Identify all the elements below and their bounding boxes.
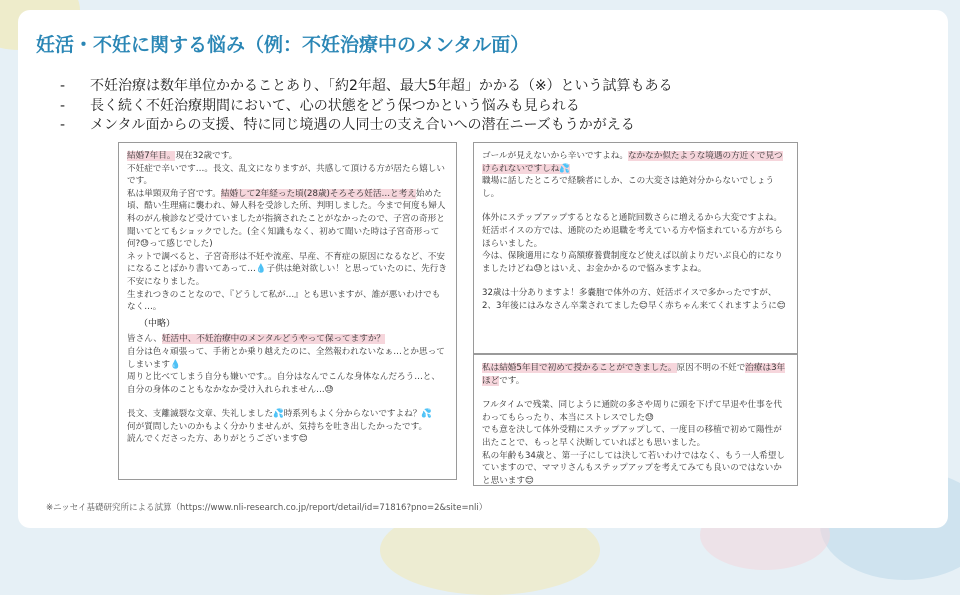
highlight: 結婚7年目。 [127, 151, 176, 161]
post-text: です。 [499, 375, 525, 386]
source-footnote: ※ニッセイ基礎研究所による試算（https://www.nli-research.co.jp/report/detail/id=71816?pno=2&site=nli） [46, 503, 488, 513]
highlight: 妊活中、不妊治療中のメンタルどうやって保ってますか？ [161, 334, 386, 345]
bullet-marker: - [60, 97, 66, 114]
bullet-item [60, 77, 673, 97]
post-text: 始めた頃、酷い生理痛に襲われ、婦人科を受診した所、判明しました。今まで何度も婦人科のがん検診など受けていましたが指摘されたことがなかったので、子宮の奇形と聞いてとてもショックでした。(全く知識もなく、初めて聞いた時は子宮奇形って何?😓って感じでした) ネットで調べると、子宮奇形は不妊や流産、早産、不育症の原因になるなど、不安になることばかり書いてあって…💧子供は絶対欲しい！と思っていたのに、先行き不安になりました。 生まれつきのことなので、『どうして私が…』とも思いますが、誰が悪いわけでもなく…。 [127, 188, 447, 313]
post-paragraph [482, 150, 789, 200]
post-paragraph [127, 150, 448, 314]
bullet-item [60, 97, 673, 117]
post-card-left [118, 142, 457, 480]
bullet-marker: - [60, 117, 66, 133]
post-text: 原因不明の不妊で [676, 363, 746, 373]
highlight: 結婚して2年経った頃(28歳)そろそろ妊活…と考え [220, 188, 416, 199]
post-text: 皆さん、 [127, 334, 162, 345]
bullet-text: 長く続く不妊治療期間において、心の状態をどう保つかという悩みも見られる [90, 97, 580, 114]
slide-title: 妊活・不妊に関する悩み（例：不妊治療中のメンタル面） [36, 34, 530, 56]
post-text: 自分は色々頑張って、手術とか乗り越えたのに、全然報われないなぁ…とか思ってしまいます💧 周りと比べてしまう自分も嫌いです。。自分はなんでこんな身体なんだろう…と、自分の身体のこともなかなか受け入れられません…😓 [127, 346, 445, 395]
post-card-right-top [473, 142, 798, 354]
post-paragraph: 体外にステップアップするとなると通院回数さらに増えるから大変ですよね。妊活ポイスの方では、通院のため退職を考えている方や悩まれている方がちらほらいました。 今は、保険適用になり高額療養費制度など使えば以前よりだいぶ良心的になりましたけどね😓とはいえ、お金かかるので悩みますよね。 [482, 213, 783, 274]
post-text: 職場に話したところで経験者にしか、この大変さは絶対分からないでしょうし。 [482, 176, 775, 199]
bullet-marker: - [60, 78, 66, 94]
bullet-list [60, 77, 673, 136]
post-paragraph: 32歳は十分ありますよ！多嚢胞で体外の方、妊活ポイスで多かったですが、2、3年後にはみなさん卒業されてました😊早く赤ちゃん来てくれますように😊 [482, 288, 786, 311]
bullet-text: メンタル面からの支援、特に同じ境遇の人同士の支え合いへの潜在ニーズもうかがえる [90, 117, 635, 133]
highlight: 私は結婚5年目で初めて授かることができました。 [482, 363, 677, 373]
highlight: 治療は3年ほど [482, 363, 786, 386]
post-text: ゴールが見えないから辛いですよね。 [482, 151, 628, 161]
post-paragraph: フルタイムで残業、同じように通院の多さや周りに頭を下げて早退や仕事を代わってもらったり、本当にストレスでした😓 でも意を決して体外受精にステップアップして、一度目の移植で初めて陽性が出たことで、もっと早く決断していればとも思いました。 私の年齢も34歳と、第一子にしては決して若いわけではなく、もう一人希望していますので、ママリさんもステップアップを考えてみても良いのではないかと思います😊 [482, 400, 785, 486]
post-paragraph [482, 362, 789, 387]
post-card-right-bottom [473, 354, 798, 486]
slide-card [18, 10, 948, 528]
bullet-item [60, 116, 673, 136]
highlight: なかなか似たような境遇の方近くで見つけられないですしね💦 [482, 151, 783, 174]
post-paragraph: 長文、支離滅裂な文章、失礼しました💦時系列もよく分からないですよね？💦 何が質問したいのかもよく分かりませんが、気持ちを吐き出したかったです。 読んでくださった方、ありがとうございます😊 [127, 409, 432, 445]
post-text: 現在32歳です。 不妊症で辛いです…。長文、乱文になりますが、共感して頂ける方が居たら嬉しいです。 私は単頸双角子宮です。 [127, 151, 445, 199]
post-paragraph [127, 333, 448, 396]
bullet-text: 不妊治療は数年単位かかることあり、「約2年超、最大5年超」かかる（※）という試算もある [90, 78, 673, 94]
omitted-note: （中略） [139, 318, 176, 329]
